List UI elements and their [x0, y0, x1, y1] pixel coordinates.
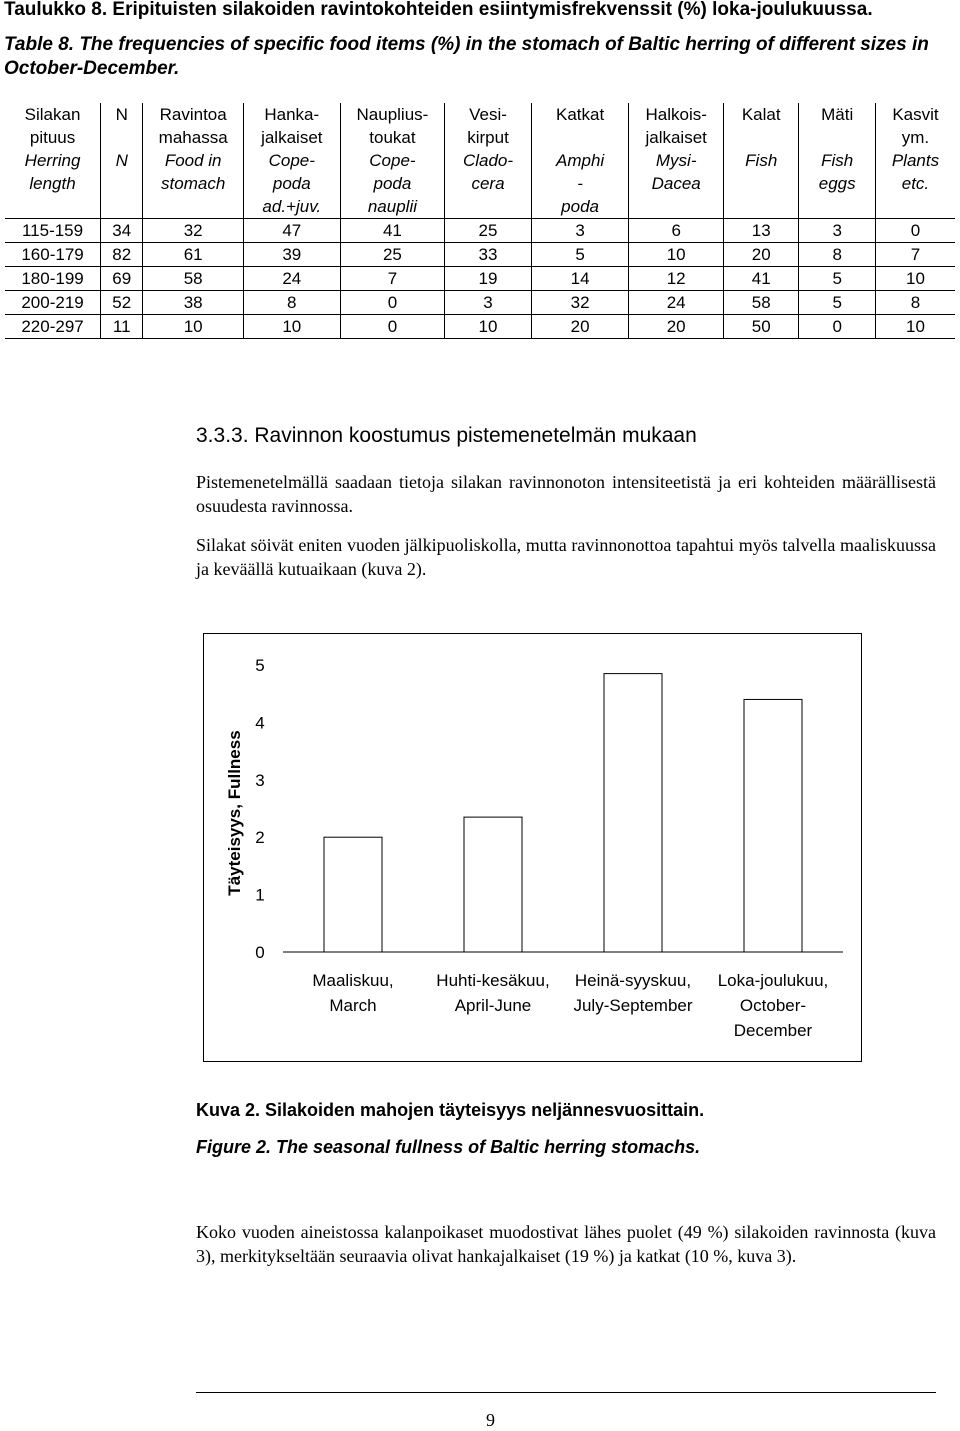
table-cell: 10 [143, 315, 244, 339]
table-row [5, 315, 955, 339]
header-cell-line: Amphi [555, 151, 605, 170]
header-cell-line: length [29, 174, 76, 193]
header-cell-line: N [115, 151, 128, 170]
table-cell: 5 [799, 291, 875, 315]
header-cell-line: Mysi- [655, 151, 697, 170]
header-cell-line: jalkaiset [645, 128, 707, 147]
header-cell [143, 103, 244, 219]
header-cell-line: kirput [467, 128, 509, 147]
y-tick-label: 5 [255, 656, 265, 675]
header-cell-line [101, 126, 142, 149]
y-tick-label: 1 [255, 885, 265, 905]
table-cell: 14 [531, 267, 629, 291]
table-cell: 10 [875, 315, 955, 339]
header-cell-line: Food in [164, 151, 222, 170]
table-cell: 200-219 [5, 291, 101, 315]
header-cell [875, 103, 955, 219]
table-cell: 25 [445, 219, 532, 243]
header-cell [5, 103, 101, 219]
x-category-label: Loka-joulukuu, [717, 971, 829, 990]
header-cell-line: Herring [24, 151, 81, 170]
table-cell: 3 [445, 291, 532, 315]
header-cell-line: - [577, 174, 583, 193]
table-cell: 220-297 [5, 315, 101, 339]
table-cell: 41 [723, 267, 798, 291]
table-cell: 0 [875, 219, 955, 243]
bar [464, 817, 522, 952]
y-tick-label: 3 [255, 770, 265, 790]
table-cell: 58 [723, 291, 798, 315]
header-cell-line: jalkaiset [261, 128, 323, 147]
table-cell: 0 [799, 315, 875, 339]
header-cell-line: N [115, 105, 128, 124]
table-cell: 12 [629, 267, 724, 291]
x-category-label: March [329, 996, 377, 1015]
header-cell-line: poda [373, 174, 412, 193]
x-category-label: Huhti-kesäkuu, [436, 971, 550, 990]
x-category-label: April-June [454, 996, 532, 1015]
figure-caption-en: Figure 2. The seasonal fullness of Baltic herring stomachs. [196, 1137, 701, 1157]
header-cell-line: poda [561, 197, 599, 216]
header-cell-line: Katkat [555, 105, 605, 124]
table-cell: 19 [445, 267, 532, 291]
bar [744, 699, 802, 952]
table-cell: 13 [723, 219, 798, 243]
table-cell: 6 [629, 219, 724, 243]
table-row [5, 243, 955, 267]
table-cell: 160-179 [5, 243, 101, 267]
table-cell: 0 [340, 291, 445, 315]
bar [604, 674, 662, 952]
table-cell: 24 [629, 291, 724, 315]
paragraph-1: Pistemenetelmällä saadaan tietoja silakan ravinnonoton intensiteetistä ja eri kohteiden määrällisestä osuudesta ravinnossa. [196, 472, 936, 516]
y-tick-label: 0 [255, 943, 265, 962]
table-cell: 50 [723, 315, 798, 339]
header-cell [799, 103, 875, 219]
table-cell: 25 [340, 243, 445, 267]
bar [324, 837, 382, 952]
header-cell-line: poda [272, 174, 311, 193]
y-axis-label: Täyteisyys, Fullness [225, 730, 244, 896]
header-cell-line: Ravintoa [159, 105, 227, 124]
x-category-label: October- [739, 996, 807, 1015]
header-cell-line [101, 172, 142, 195]
header-cell-line: Hanka- [264, 105, 320, 124]
table-cell: 8 [243, 291, 340, 315]
table-cell: 10 [629, 243, 724, 267]
header-cell-line: mahassa [158, 128, 228, 147]
header-cell-line: Silakan [24, 105, 81, 124]
header-cell-line: toukat [369, 128, 416, 147]
table-cell: 33 [445, 243, 532, 267]
y-tick-label: 2 [255, 828, 265, 848]
page-number: 9 [486, 1410, 495, 1430]
table-cell: 11 [101, 315, 143, 339]
table-row [5, 291, 955, 315]
table-row [5, 267, 955, 291]
header-cell-line: eggs [818, 174, 856, 193]
table-cell: 47 [243, 219, 340, 243]
header-cell-line: ad.+juv. [262, 197, 322, 216]
header-cell-line: cera [471, 174, 505, 193]
table-cell: 10 [445, 315, 532, 339]
header-cell-line: Plants [891, 151, 940, 170]
table-cell: 5 [531, 243, 629, 267]
header-cell-line: Fish [821, 151, 854, 170]
table-cell: 180-199 [5, 267, 101, 291]
header-cell-line: etc. [901, 174, 930, 193]
header-cell [340, 103, 445, 219]
table-title-en: Table 8. The frequencies of specific food items (%) in the stomach of Baltic herring of different sizes in October-December. [4, 34, 929, 79]
table-cell: 61 [143, 243, 244, 267]
header-cell-line: ym. [901, 128, 930, 147]
x-category-label: Maaliskuu, [312, 971, 394, 990]
table-cell: 20 [723, 243, 798, 267]
table-cell: 32 [531, 291, 629, 315]
food-frequency-table [5, 103, 955, 339]
header-cell-line: nauplii [367, 197, 417, 216]
table-cell: 7 [875, 243, 955, 267]
header-cell [101, 103, 143, 219]
header-cell-line [532, 126, 629, 149]
table-cell: 69 [101, 267, 143, 291]
x-category-label: Heinä-syyskuu, [574, 971, 692, 990]
table-row [5, 219, 955, 243]
table-cell: 82 [101, 243, 143, 267]
header-cell-line: Dacea [651, 174, 701, 193]
paragraph-2: Silakat söivät eniten vuoden jälkipuoliskolla, mutta ravinnonottoa tapahtui myös talvella maaliskuussa ja keväällä kutuaikaan (kuva 2). [196, 535, 936, 579]
table-cell: 41 [340, 219, 445, 243]
y-tick-label: 4 [255, 713, 265, 733]
x-category-label: July-September [573, 996, 693, 1015]
table-title-fi: Taulukko 8. Eripituisten silakoiden ravintokohteiden esiintymisfrekvenssit (%) loka-joulukuussa. [4, 0, 873, 20]
header-cell [723, 103, 798, 219]
table-cell: 32 [143, 219, 244, 243]
table-cell: 52 [101, 291, 143, 315]
header-cell-line: pituus [29, 128, 76, 147]
table-cell: 39 [243, 243, 340, 267]
fullness-bar-chart [203, 633, 863, 1063]
header-cell-line: Cope- [268, 151, 315, 170]
table-cell: 115-159 [5, 219, 101, 243]
header-cell-line: Fish [745, 151, 778, 170]
header-cell-line: stomach [161, 174, 226, 193]
header-cell-line: Cope- [369, 151, 416, 170]
table-cell: 7 [340, 267, 445, 291]
header-cell [629, 103, 724, 219]
table-cell: 10 [875, 267, 955, 291]
header-cell [531, 103, 629, 219]
footer-rule [196, 1392, 936, 1393]
table-header-row [5, 103, 955, 219]
table-cell: 34 [101, 219, 143, 243]
header-cell-line [799, 126, 874, 149]
table-cell: 10 [243, 315, 340, 339]
section-heading: 3.3.3. Ravinnon koostumus pistemenetelmän mukaan [196, 424, 697, 447]
table-cell: 38 [143, 291, 244, 315]
table-cell: 20 [629, 315, 724, 339]
header-cell-line [724, 126, 798, 149]
table-cell: 0 [340, 315, 445, 339]
header-cell-line: Halkois- [645, 105, 707, 124]
header-cell-line: Mäti [821, 105, 854, 124]
figure-caption-fi: Kuva 2. Silakoiden mahojen täyteisyys neljännesvuosittain. [196, 1100, 705, 1120]
table-cell: 20 [531, 315, 629, 339]
header-cell-line: Kasvit [892, 105, 939, 124]
x-category-label: December [733, 1021, 813, 1040]
header-cell [243, 103, 340, 219]
paragraph-3: Koko vuoden aineistossa kalanpoikaset muodostivat lähes puolet (49 %) silakoiden ravinnosta (kuva 3), merkitykseltään seuraavia olivat hankajalkaiset (19 %) ja katkat (10 %, kuva 3). [196, 1222, 936, 1266]
table-cell: 58 [143, 267, 244, 291]
table-cell: 3 [799, 219, 875, 243]
table-cell: 5 [799, 267, 875, 291]
table-cell: 8 [799, 243, 875, 267]
header-cell-line: Nauplius- [356, 105, 429, 124]
header-cell [445, 103, 532, 219]
header-cell-line: Vesi- [469, 105, 507, 124]
header-cell-line: Clado- [462, 151, 514, 170]
table-cell: 8 [875, 291, 955, 315]
table-cell: 3 [531, 219, 629, 243]
table-cell: 24 [243, 267, 340, 291]
header-cell-line: Kalat [741, 105, 781, 124]
header-cell-line [724, 172, 798, 195]
